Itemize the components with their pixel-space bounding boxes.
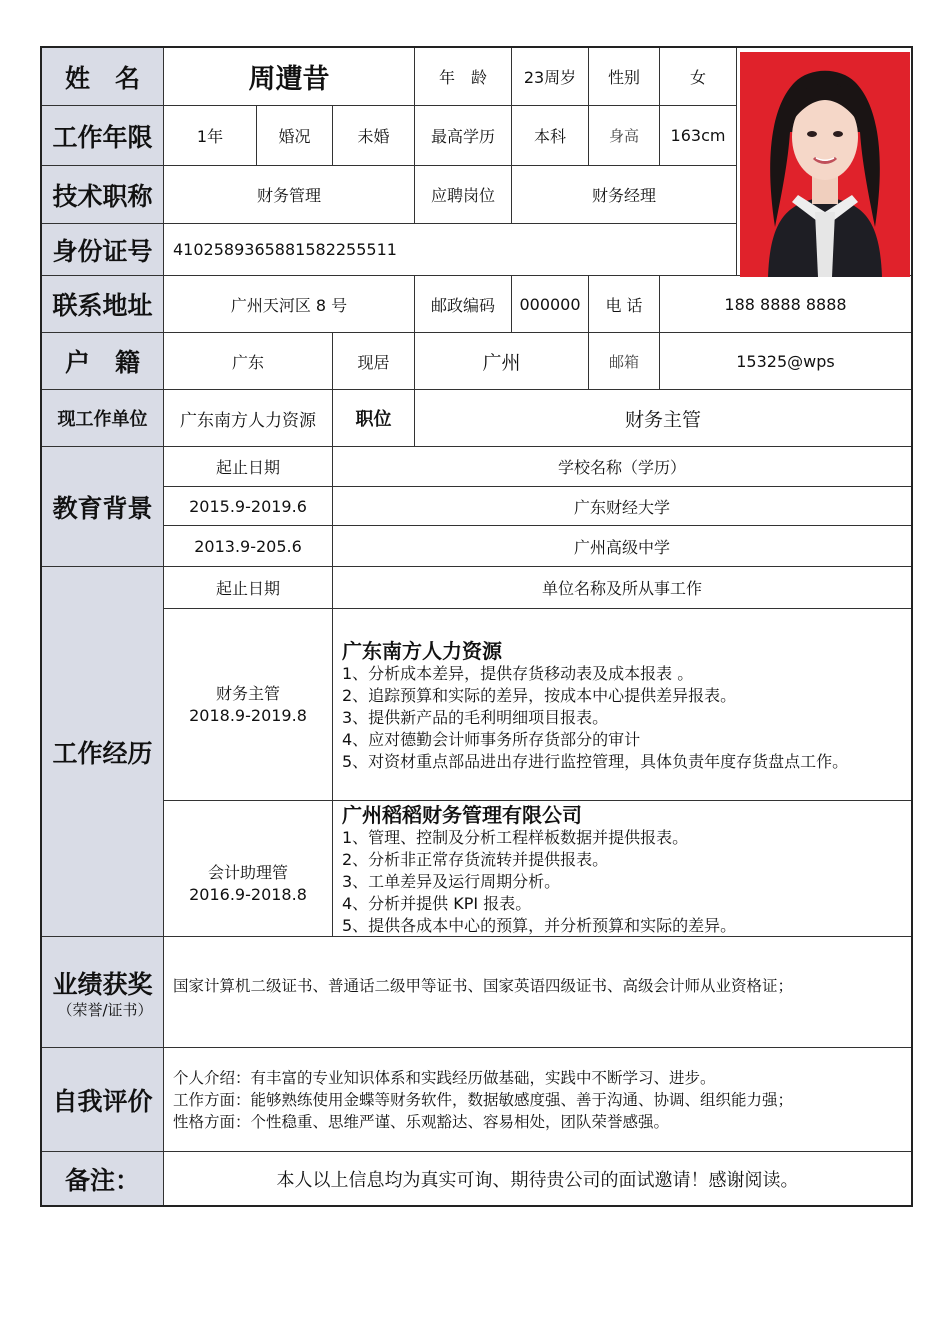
resume-form [40, 46, 913, 1207]
postal-value: 000000 [519, 294, 581, 314]
job-date: 2018.9-2019.8 [189, 705, 307, 725]
edu-school: 广州高级中学 [573, 537, 670, 557]
work-label: 工作经历 [42, 567, 163, 936]
work-years-value: 1年 [196, 127, 224, 146]
portrait-illustration [740, 52, 910, 277]
job-duty: 1、分析成本差异，提供存货移动表及成本报表 。 [342, 664, 694, 683]
hukou-label: 户 籍 [42, 333, 163, 389]
job-duty: 5、提供各成本中心的预算，并分析预算和实际的差异。 [342, 916, 737, 935]
self-label: 自我评价 [42, 1048, 163, 1151]
id-value: 410258936588158225551​1 [173, 240, 397, 259]
address-value: 广州天河区 8 号 [230, 295, 348, 315]
title-label: 技术职称 [42, 166, 163, 223]
position-label: 应聘岗位 [430, 186, 495, 205]
job-detail [342, 803, 736, 937]
age-value: 23周岁 [523, 68, 577, 87]
position-value: 财务经理 [591, 186, 656, 205]
grid-line [42, 1047, 911, 1048]
employer-value: 广东南方人力资源 [180, 410, 316, 431]
self-text [173, 1067, 793, 1133]
edu-header-date: 起止日期 [215, 458, 280, 477]
job-duty: 1、管理、控制及分析工程样板数据并提供报表。 [342, 828, 689, 847]
profile-photo [740, 52, 910, 277]
job-duty: 3、工单差异及运行周期分析。 [342, 872, 561, 891]
education-level-label: 最高学历 [430, 127, 495, 146]
edu-date: 2015.9-2019.6 [189, 496, 307, 516]
self-line: 工作方面：能够熟练使用金蝶等财务软件，数据敏感度强、善于沟通、协调、组织能力强； [173, 1091, 794, 1109]
marital-value: 未婚 [357, 127, 390, 146]
phone-label: 电 话 [605, 295, 643, 315]
job-role: 财务主管 [215, 683, 280, 703]
postal-label: 邮政编码 [430, 295, 495, 315]
title-value: 财务管理 [256, 186, 321, 205]
residence-label: 现居 [357, 352, 390, 372]
edu-header-school: 学校名称（学历） [557, 458, 686, 477]
phone-value: 188 8888 8888 [724, 294, 847, 314]
employer-label: 现工作单位 [42, 390, 163, 446]
job-duty: 3、提供新产品的毛利明细项目报表。 [342, 708, 609, 727]
edu-date: 2013.9-205.6 [194, 536, 302, 556]
residence-value: 广州 [482, 351, 521, 374]
job-value: 财务主管 [624, 408, 701, 431]
education-level-value: 本科 [533, 127, 566, 146]
age-label: 年 龄 [438, 68, 487, 87]
self-line: 个人介绍：有丰富的专业知识体系和实践经历做基础，实践中不断学习、进步。 [173, 1069, 716, 1087]
id-label: 身份证号 [42, 224, 163, 275]
self-line: 性格方面：个性稳重、思维严谨、乐观豁达、容易相处，团队荣誉感强。 [173, 1113, 670, 1131]
job-duty: 4、应对德勤会计师事务所存货部分的审计 [342, 730, 641, 749]
email-label: 邮箱 [608, 352, 639, 371]
height-value: 163cm [670, 126, 726, 145]
remark-label: 备注： [42, 1152, 163, 1205]
job-duty: 2、分析非正常存货流转并提供报表。 [342, 850, 609, 869]
job-meta [164, 801, 332, 936]
education-label: 教育背景 [42, 447, 163, 566]
job-date: 2016.9-2018.8 [189, 884, 307, 904]
job-company: 广州稻稻财务管理有限公司 [342, 803, 582, 827]
job-duty: 4、分析并提供 KPI 报表。 [342, 894, 532, 913]
grid-line [736, 48, 737, 275]
job-duty: 5、对资材重点部品进出存进行监控管理，具体负责年度存货盘点工作。 [342, 752, 849, 771]
name-label: 姓 名 [42, 48, 163, 105]
job-duty: 2、追踪预算和实际的差异，按成本中心提供差异报表。 [342, 686, 737, 705]
gender-value: 女 [689, 68, 706, 87]
job-company: 广东南方人力资源 [342, 639, 502, 663]
email-value: 15325@wps [736, 351, 835, 371]
awards-text: 国家计算机二级证书、普通话二级甲等证书、国家英语四级证书、高级会计师从业资格证； [173, 977, 794, 995]
gender-label: 性别 [607, 68, 640, 87]
job-label: 职位 [355, 409, 392, 430]
marital-label: 婚况 [278, 127, 311, 146]
name-value: 周遭昔 [248, 64, 330, 95]
awards-label: 业绩获奖 [52, 969, 153, 999]
hukou-value: 广东 [231, 352, 264, 372]
job-meta [164, 609, 332, 800]
awards-label-block [42, 937, 163, 1047]
remark-text: 本人以上信息均为真实可询、期待贵公司的面试邀请！感谢阅读。 [276, 1169, 799, 1191]
work-header-date: 起止日期 [215, 579, 280, 598]
job-detail [342, 639, 848, 773]
job-role: 会计助理管 [207, 862, 288, 882]
work-header-company: 单位名称及所从事工作 [541, 579, 702, 598]
edu-school: 广东财经大学 [573, 497, 670, 517]
address-label: 联系地址 [42, 276, 163, 332]
work-years-label: 工作年限 [42, 106, 163, 165]
height-label: 身高 [608, 127, 639, 145]
awards-sublabel: （荣誉/证书） [57, 1000, 153, 1019]
